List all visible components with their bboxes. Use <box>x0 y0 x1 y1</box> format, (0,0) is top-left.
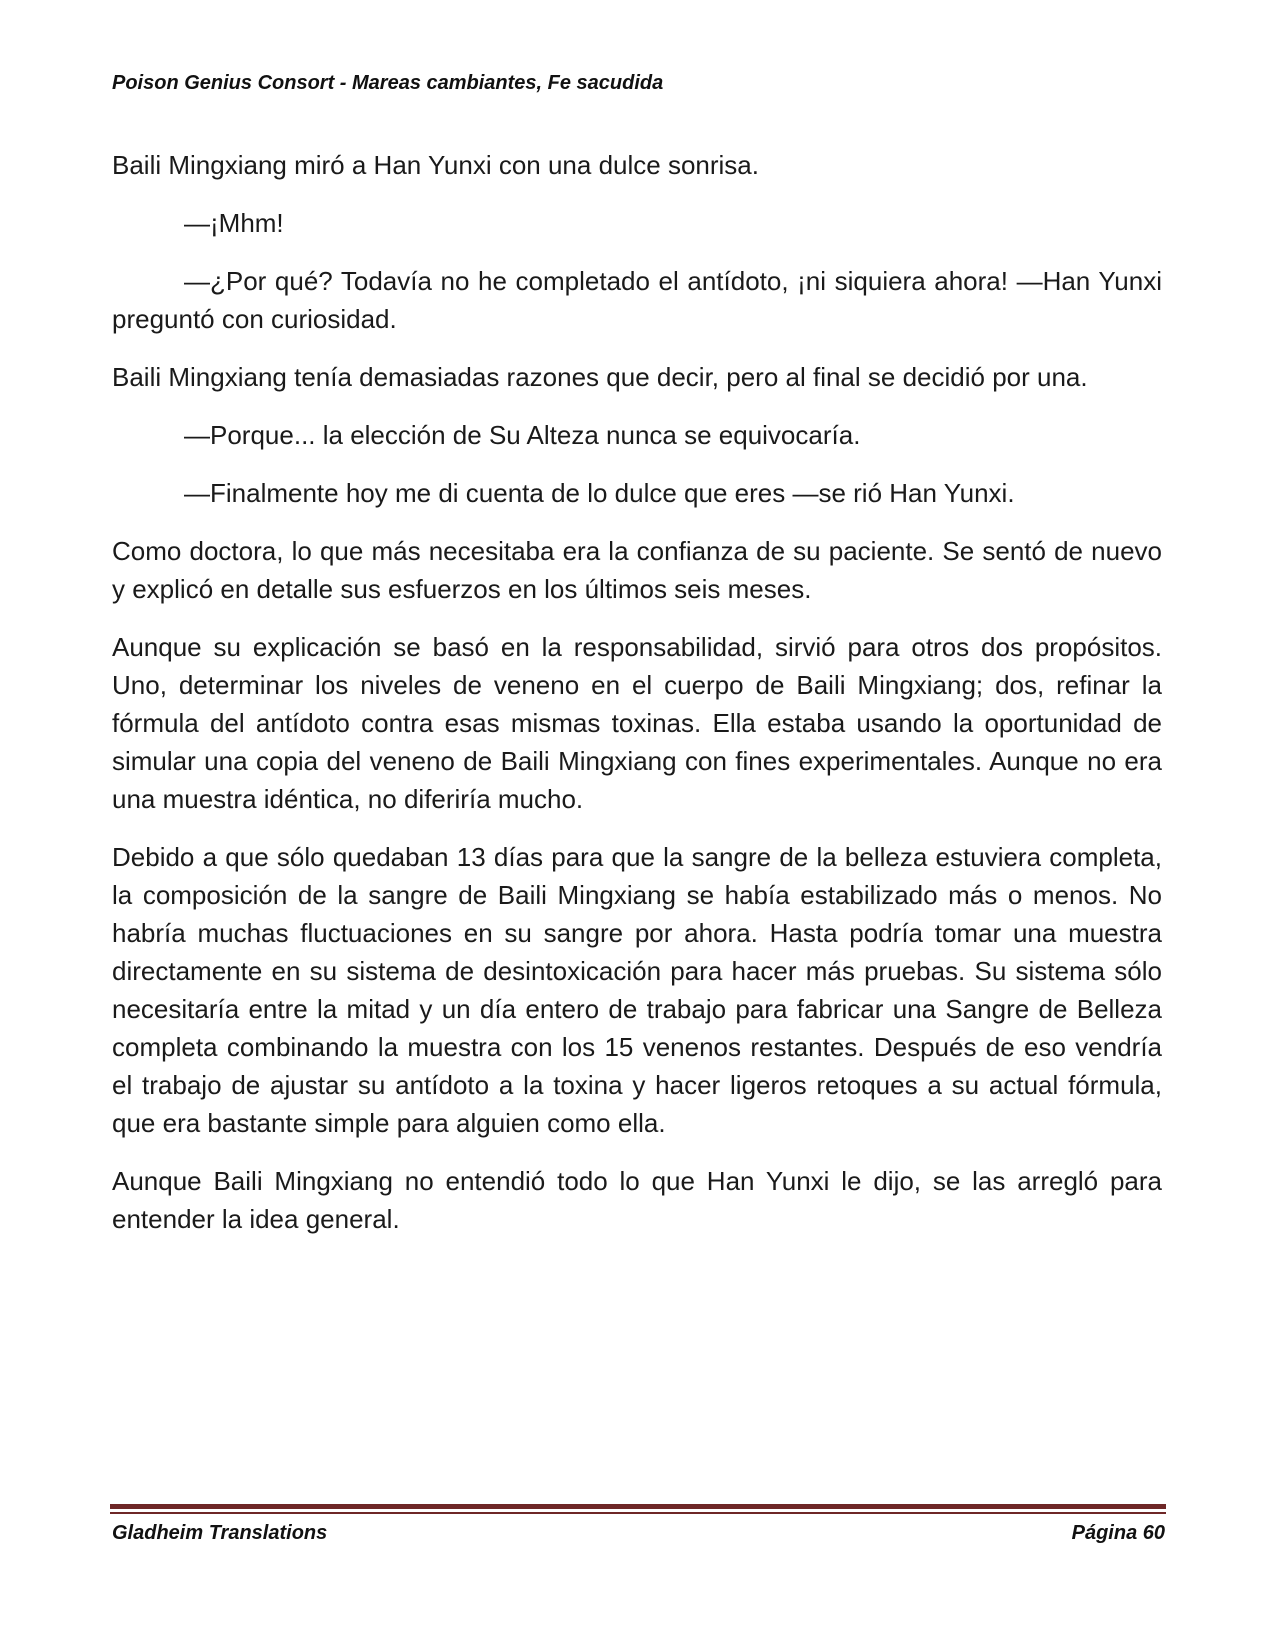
paragraph-3: —¿Por qué? Todavía no he completado el antídoto, ¡ni siquiera ahora! —Han Yunxi preguntó con curiosidad. <box>112 266 1162 334</box>
paragraph-5: —Porque... la elección de Su Alteza nunca se equivocaría. <box>184 420 861 450</box>
paragraph-9: Debido a que sólo quedaban 13 días para que la sangre de la belleza estuviera completa, la composición de la sangre de Baili Mingxiang se había estabilizado más o menos. No habría muchas fluctuaciones en su sangre por ahora. Hasta podría tomar una muestra directamente en su sistema de desintoxicación para hacer más pruebas. Su sistema sólo necesitaría entre la mitad y un día entero de trabajo para fabricar una Sangre de Belleza completa combinando la muestra con los 15 venenos restantes. Después de eso vendría el trabajo de ajustar su antídoto a la toxina y hacer ligeros retoques a su actual fórmula, que era bastante simple para alguien como ella. <box>112 842 1162 1138</box>
paragraph-10: Aunque Baili Mingxiang no entendió todo lo que Han Yunxi le dijo, se las arregló para entender la idea general. <box>112 1166 1162 1234</box>
paragraph-4: Baili Mingxiang tenía demasiadas razones que decir, pero al final se decidió por una. <box>112 362 1088 392</box>
footer-divider-thin <box>110 1512 1166 1514</box>
paragraph-6: —Finalmente hoy me di cuenta de lo dulce que eres —se rió Han Yunxi. <box>184 478 1015 508</box>
page-header-title: Poison Genius Consort - Mareas cambiantes, Fe sacudida <box>112 72 664 94</box>
footer-page-number: Página 60 <box>1071 1522 1165 1544</box>
paragraph-2: —¡Mhm! <box>184 208 284 238</box>
paragraph-8: Aunque su explicación se basó en la responsabilidad, sirvió para otros dos propósitos. Uno, determinar los niveles de veneno en el cuerpo de Baili Mingxiang; dos, refinar la fórmula del antídoto contra esas mismas toxinas. Ella estaba usando la oportunidad de simular una copia del veneno de Baili Mingxiang con fines experimentales. Aunque no era una muestra idéntica, no diferiría mucho. <box>112 632 1162 814</box>
paragraph-1: Baili Mingxiang miró a Han Yunxi con una dulce sonrisa. <box>112 150 759 180</box>
footer-divider-thick <box>110 1504 1166 1509</box>
paragraph-7: Como doctora, lo que más necesitaba era la confianza de su paciente. Se sentó de nuevo y explicó en detalle sus esfuerzos en los últimos seis meses. <box>112 536 1162 604</box>
footer-publisher: Gladheim Translations <box>112 1522 328 1544</box>
document-body <box>112 146 1162 1258</box>
